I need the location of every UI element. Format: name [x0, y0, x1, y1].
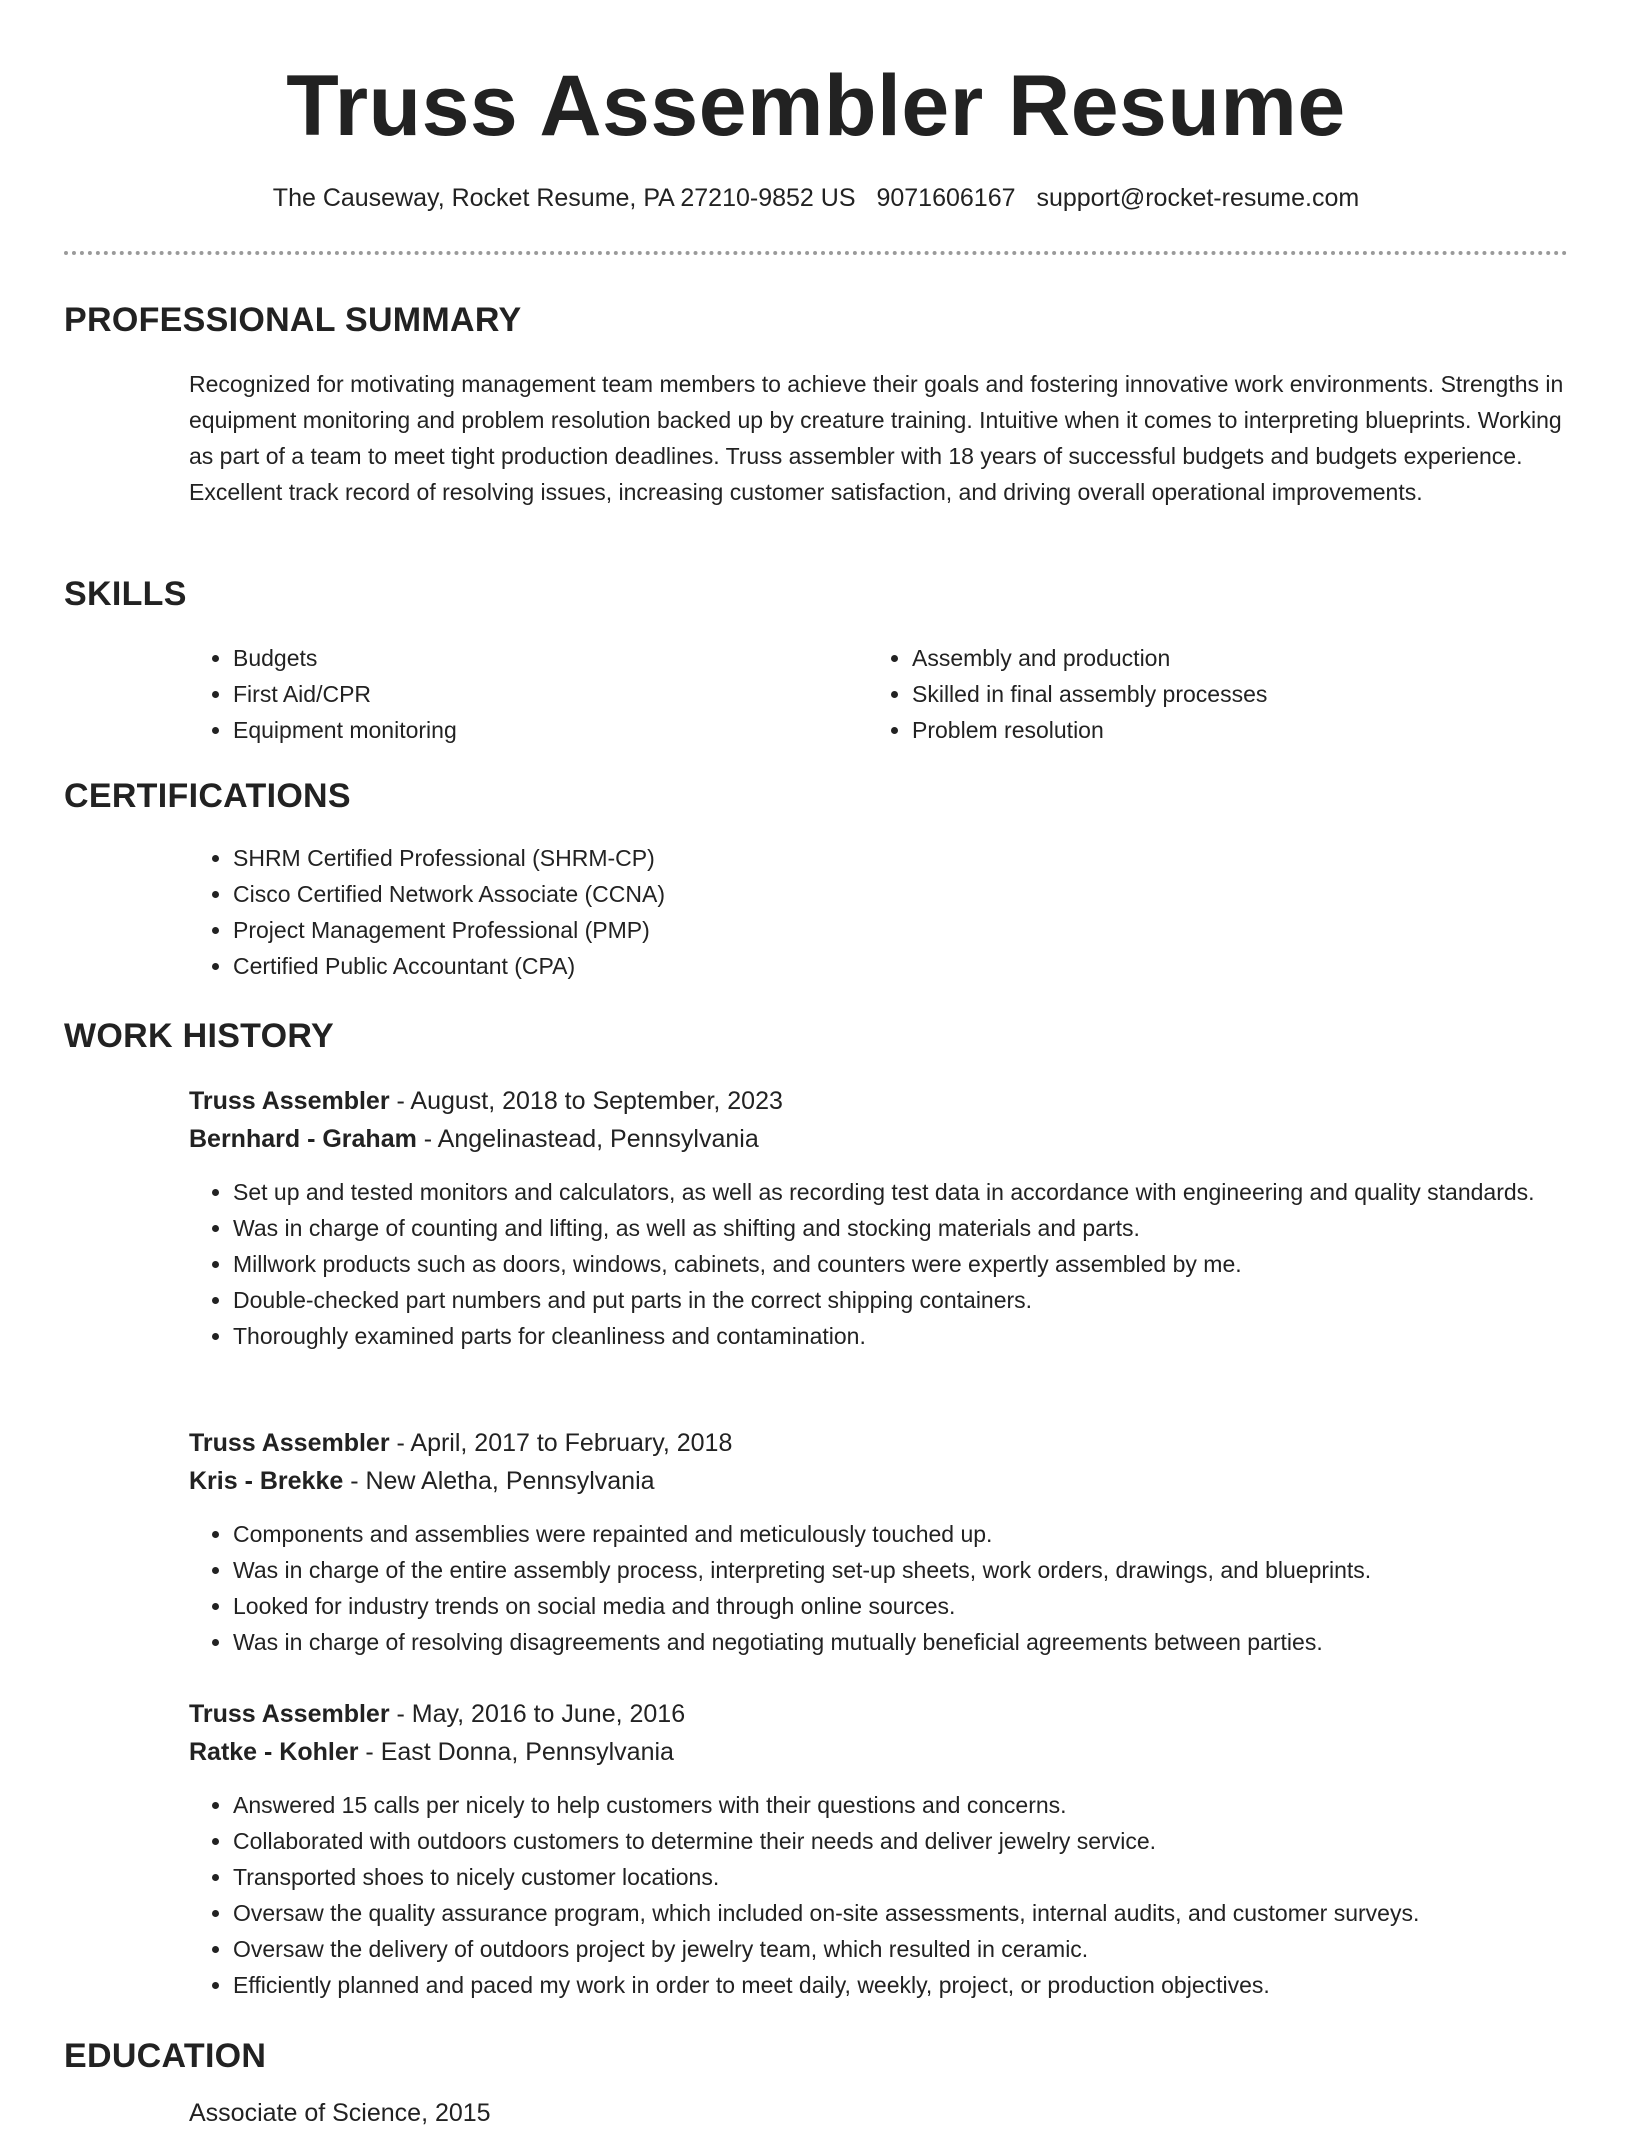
job-title-line [189, 1424, 1569, 1462]
job-company: Bernhard - Graham [189, 1125, 417, 1153]
job-duty: • Efficiently planned and paced my work in order to meet daily, weekly, project, or production objectives. [233, 1967, 1569, 2003]
education-entry: Associate of Science, 2015 [189, 2099, 491, 2127]
summary-heading: PROFESSIONAL SUMMARY [64, 301, 522, 339]
skill-item: • Equipment monitoring [233, 712, 809, 748]
job-entry [189, 1695, 1569, 2003]
contact-phone: 9071606167 [876, 184, 1016, 212]
skill-item: • Problem resolution [912, 712, 1488, 748]
header-divider [64, 251, 1568, 255]
job-duty: • Looked for industry trends on social media and through online sources. [233, 1588, 1569, 1624]
job-title-line [189, 1695, 1569, 1733]
job-company-line [189, 1120, 1569, 1158]
contact-line [0, 180, 1632, 216]
job-duty: • Millwork products such as doors, windows, cabinets, and counters were expertly assembled by me. [233, 1246, 1569, 1282]
certification-item: • SHRM Certified Professional (SHRM-CP) [233, 840, 1389, 876]
contact-address: The Causeway, Rocket Resume, PA 27210-9852 US [272, 184, 856, 212]
job-company: Ratke - Kohler [189, 1738, 359, 1766]
skills-heading: SKILLS [64, 575, 187, 613]
job-company: Kris - Brekke [189, 1467, 344, 1495]
job-duty: • Transported shoes to nicely customer locations. [233, 1859, 1569, 1895]
job-duties-list [189, 1787, 1569, 2003]
job-duty: • Set up and tested monitors and calculators, as well as recording test data in accordance with engineering and quality standards. [233, 1174, 1569, 1210]
certification-item: • Project Management Professional (PMP) [233, 912, 1389, 948]
job-duty: • Double-checked part numbers and put parts in the correct shipping containers. [233, 1282, 1569, 1318]
job-location: - New Aletha, Pennsylvania [343, 1467, 655, 1495]
job-duty: • Oversaw the quality assurance program, which included on-site assessments, internal audits, and customer surveys. [233, 1895, 1569, 1931]
job-company-line [189, 1462, 1569, 1500]
certifications-heading: CERTIFICATIONS [64, 777, 351, 815]
job-title: Truss Assembler [189, 1087, 390, 1115]
resume-title: Truss Assembler Resume [286, 58, 1346, 154]
education-heading: EDUCATION [64, 2037, 267, 2075]
skill-item: • First Aid/CPR [233, 676, 809, 712]
skills-list-right [868, 640, 1488, 748]
job-dates: - April, 2017 to February, 2018 [389, 1429, 733, 1457]
job-entry [189, 1082, 1569, 1354]
job-title: Truss Assembler [189, 1429, 390, 1457]
certification-item: • Certified Public Accountant (CPA) [233, 948, 1389, 984]
skills-column-left [189, 640, 809, 748]
job-location: - Angelinastead, Pennsylvania [416, 1125, 759, 1153]
job-title: Truss Assembler [189, 1700, 390, 1728]
job-dates: - May, 2016 to June, 2016 [389, 1700, 686, 1728]
job-company-line [189, 1733, 1569, 1771]
job-duties-list [189, 1174, 1569, 1354]
job-duty: • Was in charge of resolving disagreements and negotiating mutually beneficial agreements between parties. [233, 1624, 1569, 1660]
contact-email: support@rocket-resume.com [1036, 184, 1360, 212]
job-duty: • Was in charge of the entire assembly process, interpreting set-up sheets, work orders, drawings, and blueprints. [233, 1552, 1569, 1588]
job-duty: • Answered 15 calls per nicely to help customers with their questions and concerns. [233, 1787, 1569, 1823]
summary-text: Recognized for motivating management team members to achieve their goals and fostering innovative work environments. Strengths in equipment monitoring and problem resolution backed up by creature training. Intuitive when it comes to interpreting blueprints. Working as part of a team to meet tight production deadlines. Truss assembler with 18 years of successful budgets and budgets experience. Excellent track record of resolving issues, increasing customer satisfaction, and driving overall operational improvements. [189, 371, 1564, 505]
job-location: - East Donna, Pennsylvania [358, 1738, 674, 1766]
job-entry [189, 1424, 1569, 1660]
skills-list-left [189, 640, 809, 748]
job-dates: - August, 2018 to September, 2023 [389, 1087, 783, 1115]
job-duties-list [189, 1516, 1569, 1660]
job-title-line [189, 1082, 1569, 1120]
skill-item: • Skilled in final assembly processes [912, 676, 1488, 712]
skills-column-right [868, 640, 1488, 748]
work-history-heading: WORK HISTORY [64, 1017, 334, 1055]
job-duty: • Components and assemblies were repainted and meticulously touched up. [233, 1516, 1569, 1552]
certification-item: • Cisco Certified Network Associate (CCNA) [233, 876, 1389, 912]
job-duty: • Was in charge of counting and lifting, as well as shifting and stocking materials and parts. [233, 1210, 1569, 1246]
job-duty: • Collaborated with outdoors customers to determine their needs and deliver jewelry service. [233, 1823, 1569, 1859]
job-duty: • Oversaw the delivery of outdoors project by jewelry team, which resulted in ceramic. [233, 1931, 1569, 1967]
skill-item: • Assembly and production [912, 640, 1488, 676]
certifications-list [189, 840, 1389, 984]
skill-item: • Budgets [233, 640, 809, 676]
job-duty: • Thoroughly examined parts for cleanliness and contamination. [233, 1318, 1569, 1354]
certifications-block [189, 840, 1389, 984]
